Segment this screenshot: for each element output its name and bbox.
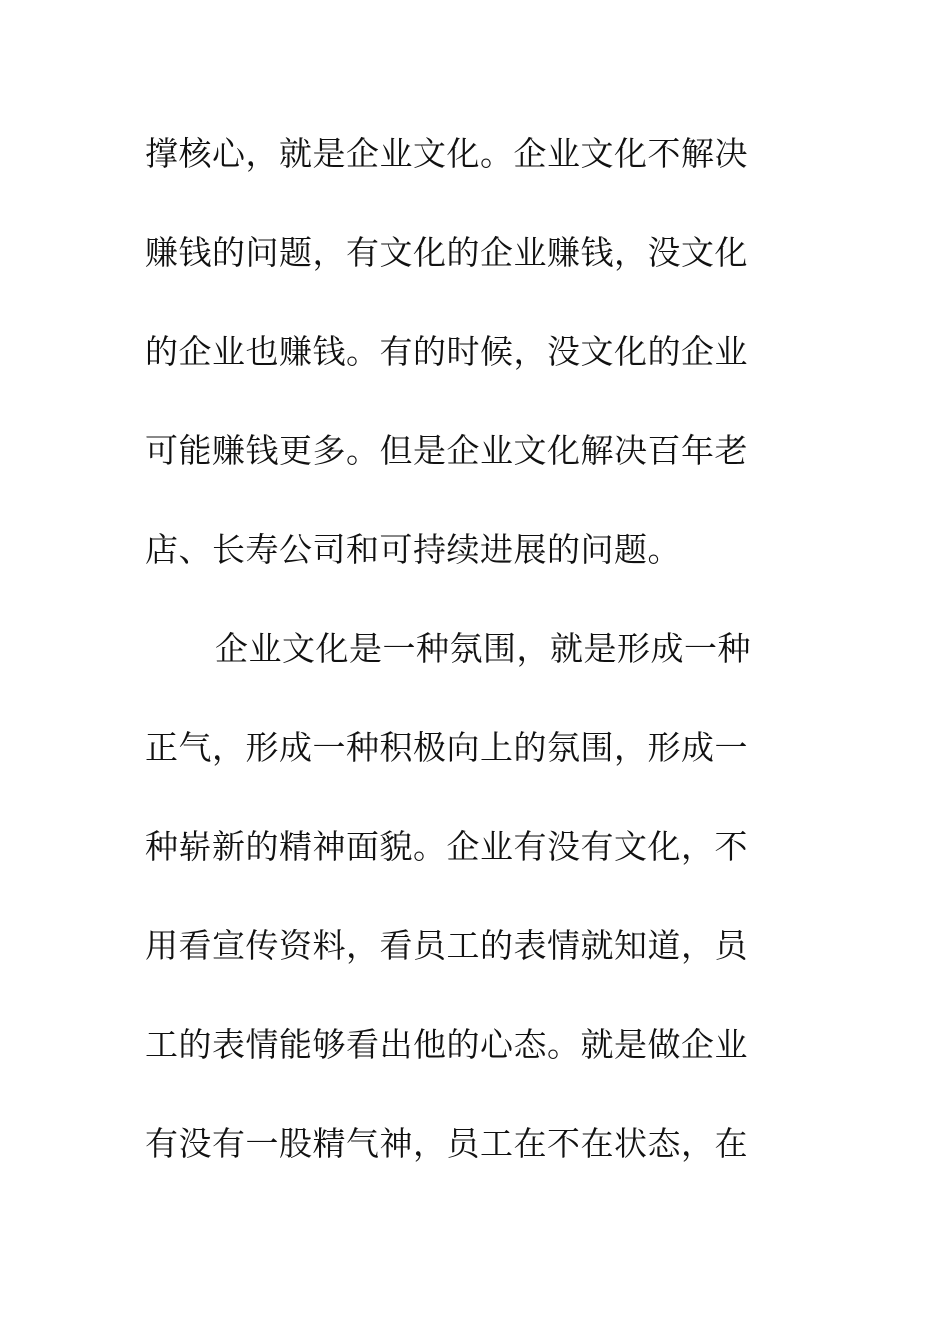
text-line: 种崭新的精神面貌。企业有没有文化，不 (145, 827, 748, 866)
text-line: 企业文化是一种氛围，就是形成一种 (215, 629, 751, 668)
text-line: 工的表情能够看出他的心态。就是做企业 (145, 1025, 748, 1064)
document-body (145, 122, 785, 1211)
text-line: 撑核心，就是企业文化。企业文化不解决 (145, 134, 748, 173)
text-line: 赚钱的问题，有文化的企业赚钱，没文化 (145, 233, 748, 272)
text-line: 可能赚钱更多。但是企业文化解决百年老 (145, 431, 748, 470)
paragraph-2 (145, 617, 785, 1211)
text-line: 店、长寿公司和可持续进展的问题。 (145, 530, 681, 569)
text-line: 用看宣传资料，看员工的表情就知道，员 (145, 926, 748, 965)
text-line: 的企业也赚钱。有的时候，没文化的企业 (145, 332, 748, 371)
text-line: 有没有一股精气神，员工在不在状态，在 (145, 1124, 748, 1163)
text-line: 正气，形成一种积极向上的氛围，形成一 (145, 728, 748, 767)
paragraph-1 (145, 122, 785, 617)
